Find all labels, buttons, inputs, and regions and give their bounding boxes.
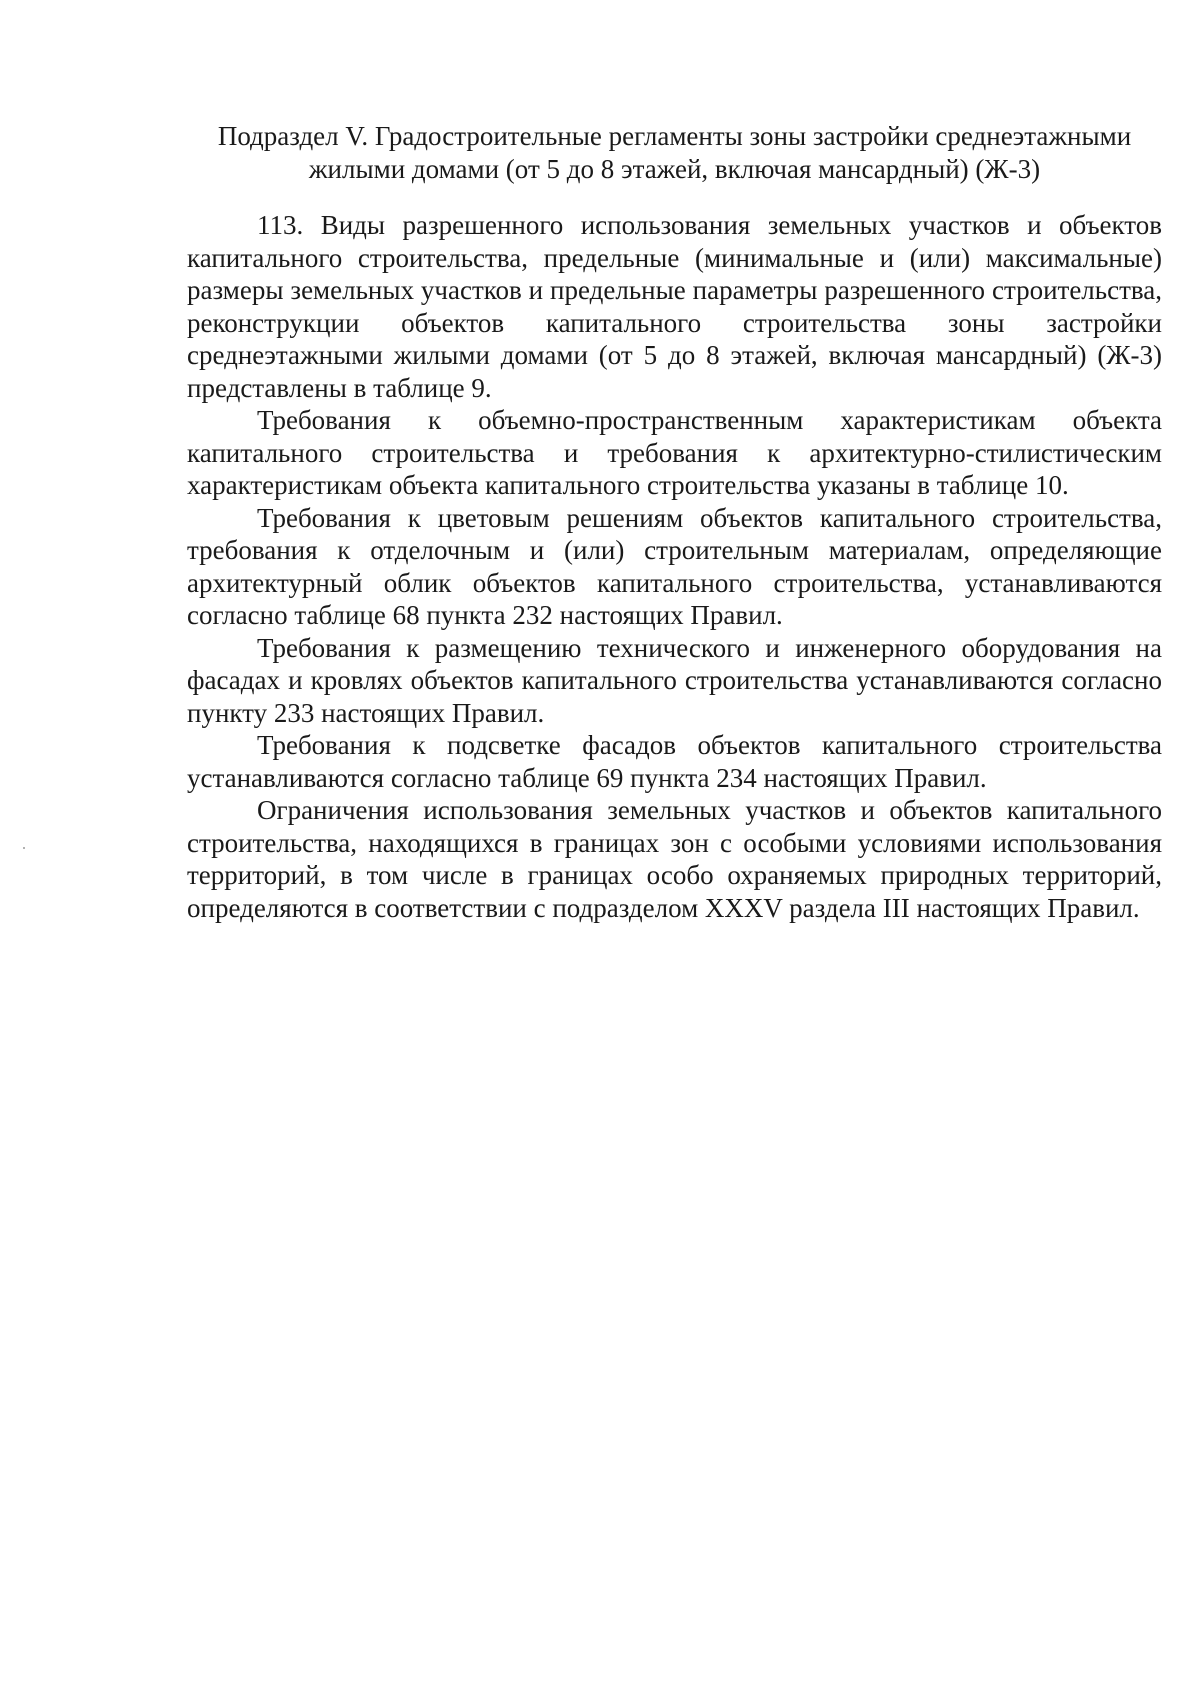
- paragraph-volume-spatial-requirements: Требования к объемно-пространственным характеристикам объекта капитального строительства и требования к архитектурно-стилистическим характеристикам объекта капитального строительства указаны в таблице 10.: [187, 405, 1162, 500]
- section-heading-line-1: Подраздел V. Градостроительные регламенты зоны застройки среднеэтажными: [217, 121, 1132, 151]
- paragraph-usage-restrictions: Ограничения использования земельных участков и объектов капитального строительства, находящихся в границах зон с особыми условиями использования территорий, в том числе в границах особо охраняемых природных территорий, определяются в соответствии с подразделом XXXV раздела III настоящих Правил.: [187, 795, 1162, 923]
- paragraph-color-material-requirements: Требования к цветовым решениям объектов капитального строительства, требования к отделочным и (или) строительным материалам, определяющие архитектурный облик объектов капитального строительства, устанавливаются согласно таблице 68 пункта 232 настоящих Правил.: [187, 502, 1162, 630]
- scan-artifact: [23, 847, 25, 849]
- paragraph-facade-lighting-requirements: Требования к подсветке фасадов объектов капитального строительства устанавливаются согласно таблице 69 пункта 234 настоящих Правил.: [187, 730, 1162, 793]
- paragraph-113: 113. Виды разрешенного использования земельных участков и объектов капитального строительства, предельные (минимальные и (или) максимальные) размеры земельных участков и предельные параметры разрешенного строительства, реконструкции объектов капитального строительства зоны застройки среднеэтажными жилыми домами (от 5 до 8 этажей, включая мансардный) (Ж-3) представлены в таблице 9.: [187, 210, 1162, 403]
- document-body: [187, 120, 1162, 924]
- section-heading-line-2: жилыми домами (от 5 до 8 этажей, включая мансардный) (Ж-3): [308, 153, 1041, 184]
- paragraph-equipment-placement-requirements: Требования к размещению технического и инженерного оборудования на фасадах и кровлях объектов капитального строительства устанавливаются согласно пункту 233 настоящих Правил.: [187, 632, 1162, 728]
- section-heading: [187, 120, 1162, 185]
